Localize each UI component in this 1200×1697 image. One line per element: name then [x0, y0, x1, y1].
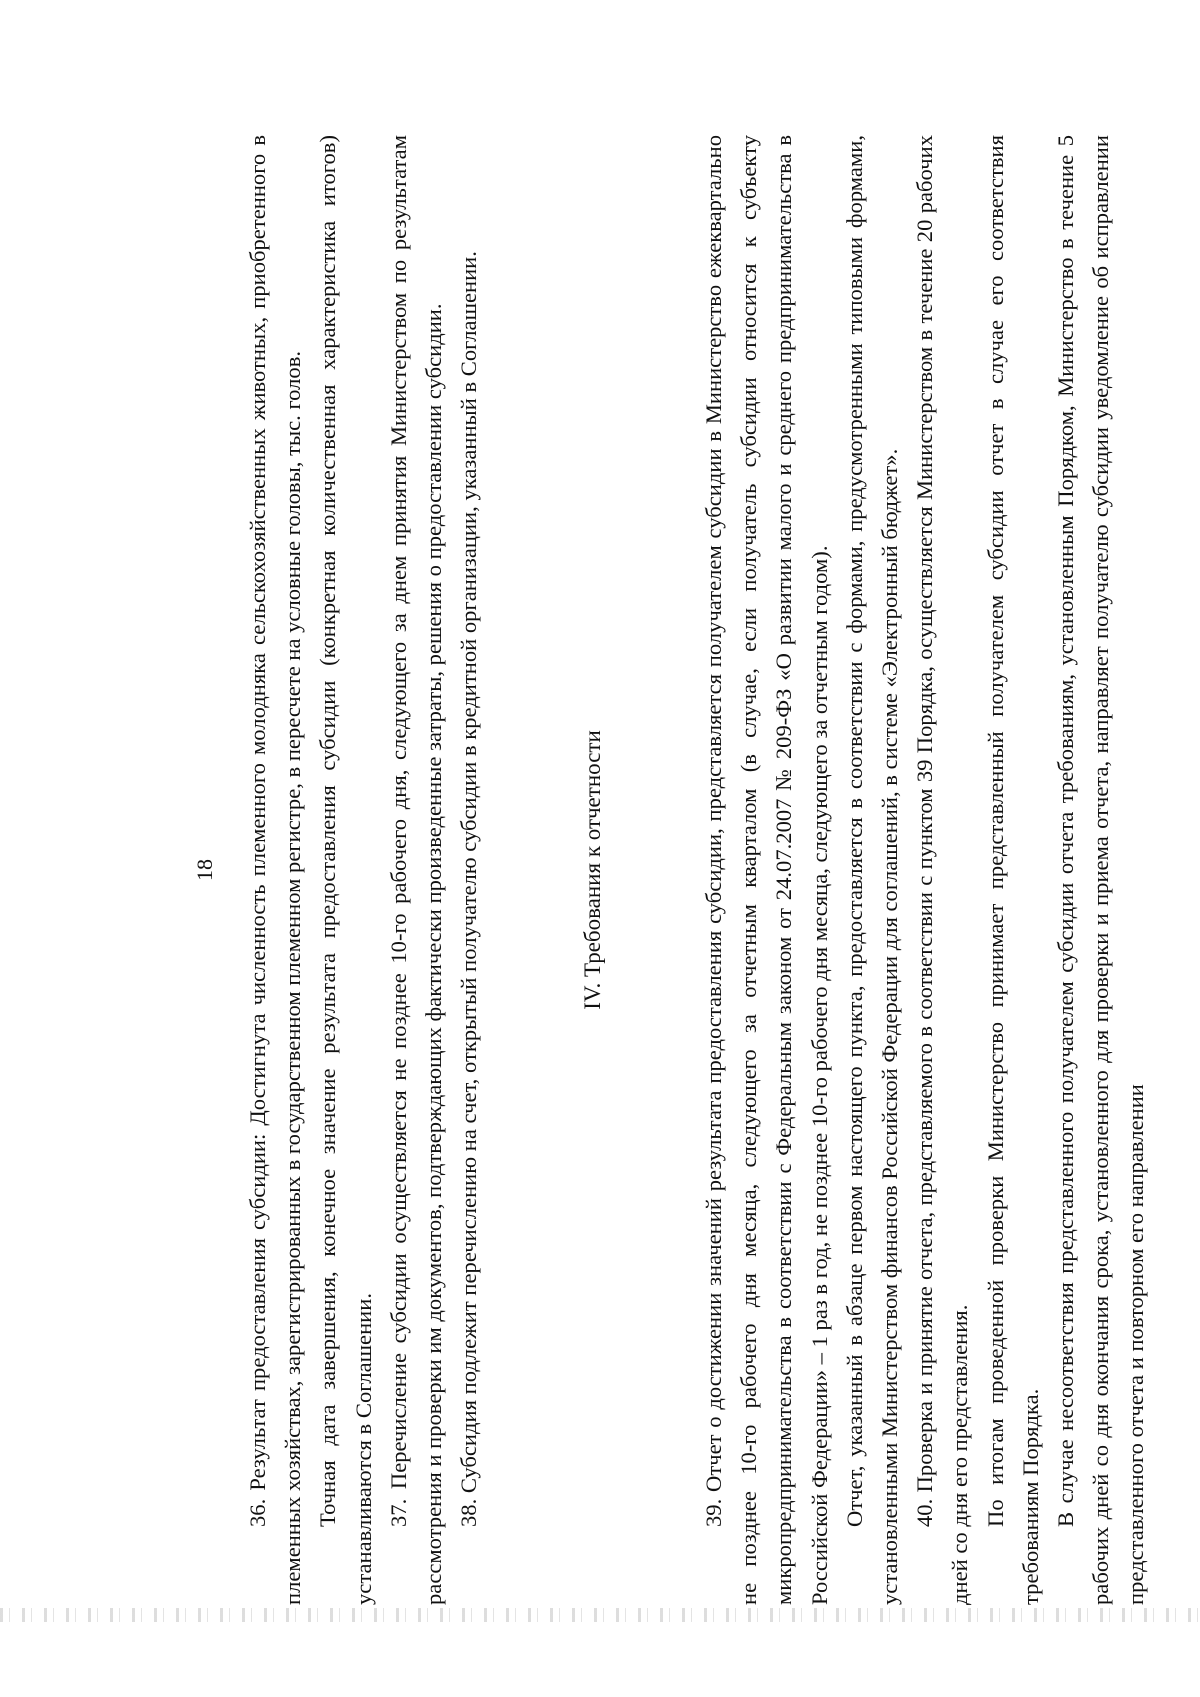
paragraph-39: 39. Отчет о достижении значений результата предоставления субсидии, представляется получателем субсидии в Министерство ежеквартально не позднее 10-го рабочего дня месяца, следующего за отчетным кварталом (в случае, если получатель субсидии относится к субъекту микропредпринимательства в соответствии с Федеральным законом от 24.07.2007 № 209-ФЗ «О развитии малого и среднего предпринимательства в Российской Федерации» – 1 раз в год, не позднее 10-го рабочего дня месяца, следующего за отчетным годом).: [701, 135, 832, 1605]
page-number: 18: [192, 859, 217, 881]
text-block-top: [240, 135, 486, 1605]
text-block-bottom: [696, 135, 1154, 1605]
scan-artifact-line: [0, 1608, 1200, 1622]
paragraph-39-report: Отчет, указанный в абзаце первом настоящего пункта, предоставляется в соответствии с формами, предусмотренными типовыми формами, установленными Министерством финансов Российской Федерации для соглашений, в системе «Электронный бюджет».: [841, 135, 903, 1605]
paragraph-38: 38. Субсидия подлежит перечислению на счет, открытый получателю субсидии в кредитной организации, указанный в Соглашении.: [456, 251, 482, 1527]
rotated-content: [170, 135, 1160, 1605]
paragraph-36-date: Точная дата завершения, конечное значение результата предоставления субсидии (конкретная количественная характеристика итогов) устанавливаются в Соглашении.: [315, 135, 376, 1605]
paragraph-37: 37. Перечисление субсидии осуществляется не позднее 10-го рабочего дня, следующего за днем принятия Министерством по результатам рассмотрения и проверки им документов, подтверждающих фактически произведенные затраты, решения о предоставлении субсидии.: [385, 135, 447, 1605]
paragraph-40: 40. Проверка и принятие отчета, представляемого в соответствии с пунктом 39 Порядка, осуществляется Министерством в течение 20 рабочих дней со дня его представления.: [912, 135, 973, 1605]
section-heading: IV. Требования к отчетности: [580, 730, 605, 1010]
paragraph-40-noncompliance: В случае несоответствия представленного получателем субсидии отчета требованиям, установленным Порядком, Министерство в течение 5 рабочих дней со дня окончания срока, установленного для проверки и приема отчета, направляет получателю субсидии уведомление об исправлении представленного отчета и повторном его направлении: [1053, 135, 1149, 1605]
paragraph-36: 36. Результат предоставления субсидии: Достигнута численность племенного молодняка сельскохозяйственных животных, приобретенного в племенных хозяйствах, зарегистрированных в государственном племенном регистре, в пересчете на условные головы, тыс. голов.: [245, 135, 306, 1605]
paragraph-40-results: По итогам проведенной проверки Министерство принимает представленный получателем субсидии отчет в случае его соответствия требованиям Порядка.: [982, 135, 1043, 1605]
